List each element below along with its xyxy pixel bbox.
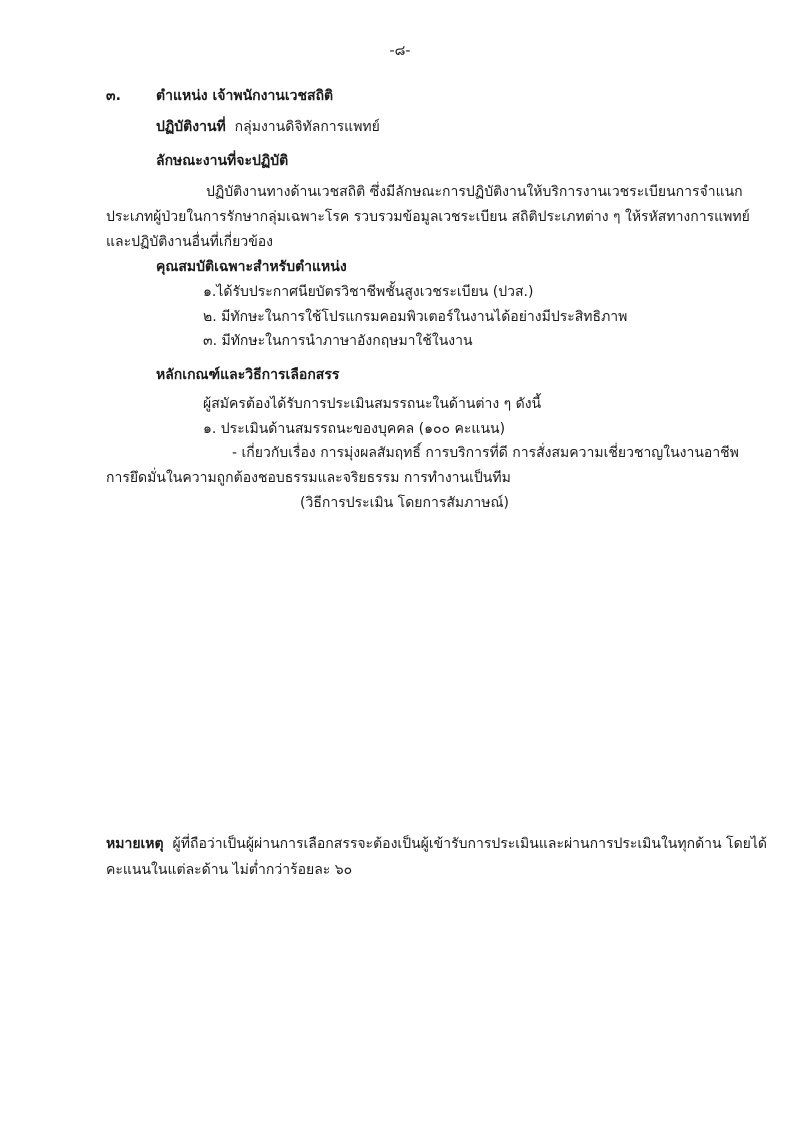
duties-line-2: ประเภทผู้ป่วยในการรักษากลุ่มเฉพาะโรค รวบรวมข้อมูลเวชระเบียน สถิติประเภทต่าง ๆ ให้รหัสทางการแพทย์: [106, 209, 750, 225]
duties-line-1: ปฏิบัติงานทางด้านเวชสถิติ ซึ่งมีลักษณะการปฏิบัติงานให้บริการงานเวชระเบียนการจำแนก: [206, 184, 743, 200]
note-text-1: ผู้ที่ถือว่าเป็นผู้ผ่านการเลือกสรรจะต้องเป็นผู้เข้ารับการประเมินและผ่านการประเมินในทุกด้าน โดยได้: [172, 836, 768, 852]
criteria-intro: ผู้สมัครต้องได้รับการประเมินสมรรถนะในด้านต่าง ๆ ดังนี้: [203, 396, 542, 412]
page-number: -๘-: [389, 43, 411, 59]
workplace-label: ปฏิบัติงานที่: [156, 119, 226, 135]
qualification-item-1: ๑.ได้รับประกาศนียบัตรวิชาชีพชั้นสูงเวชระเบียน (ปวส.): [203, 284, 534, 300]
section-title: ตำแหน่ง เจ้าพนักงานเวชสถิติ: [156, 88, 334, 104]
qualifications-heading: คุณสมบัติเฉพาะสำหรับตำแหน่ง: [156, 259, 347, 275]
criteria-method: (วิธีการประเมิน โดยการสัมภาษณ์): [300, 495, 509, 511]
note-line-2: คะแนนในแต่ละด้าน ไม่ต่ำกว่าร้อยละ ๖๐: [106, 862, 353, 878]
workplace-value: กลุ่มงานดิจิทัลการแพทย์: [234, 119, 380, 135]
criteria-detail-line-1: - เกี่ยวกับเรื่อง การมุ่งผลสัมฤทธิ์ การบริการที่ดี การสั่งสมความเชี่ยวชาญในงานอาชีพ: [232, 445, 739, 461]
criteria-detail-line-2: การยึดมั่นในความถูกต้องชอบธรรมและจริยธรรม การทำงานเป็นทีม: [106, 470, 511, 486]
section-number: ๓.: [106, 88, 121, 104]
duties-heading: ลักษณะงานที่จะปฏิบัติ: [156, 153, 289, 169]
duties-line-3: และปฏิบัติงานอื่นที่เกี่ยวข้อง: [106, 234, 274, 250]
note-label: หมายเหตุ: [106, 836, 164, 852]
qualification-item-2: ๒. มีทักษะในการใช้โปรแกรมคอมพิวเตอร์ในงานได้อย่างมีประสิทธิภาพ: [203, 309, 628, 325]
workplace-line: [156, 117, 380, 137]
criteria-heading: หลักเกณฑ์และวิธีการเลือกสรร: [156, 367, 340, 383]
note-line-1: [106, 834, 768, 854]
section-heading: [106, 86, 333, 106]
criteria-item-1: ๑. ประเมินด้านสมรรถนะของบุคคล (๑๐๐ คะแนน): [203, 421, 506, 437]
qualification-item-3: ๓. มีทักษะในการนำภาษาอังกฤษมาใช้ในงาน: [203, 333, 473, 349]
